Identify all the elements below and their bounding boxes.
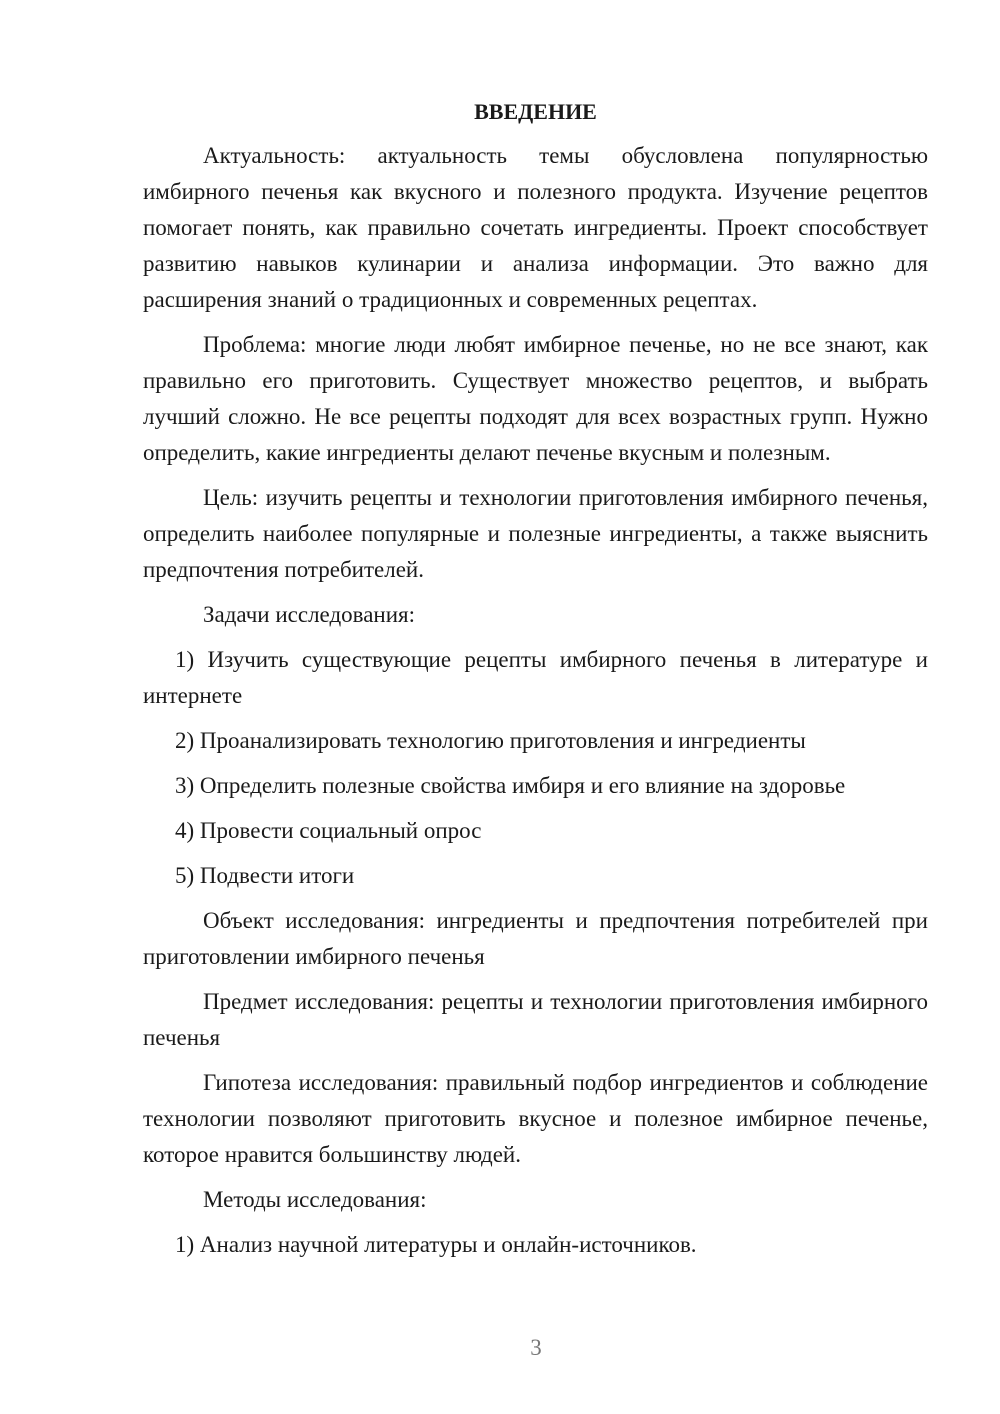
- object-paragraph: Объект исследования: ингредиенты и предпочтения потребителей при приготовлении имбирного печенья: [143, 908, 928, 969]
- task-item: 1) Изучить существующие рецепты имбирного печенья в литературе и интернете: [143, 647, 928, 708]
- methods-heading: Методы исследования:: [203, 1187, 427, 1212]
- method-item: 1) Анализ научной литературы и онлайн-источников.: [175, 1232, 697, 1257]
- task-item: 4) Провести социальный опрос: [175, 818, 482, 843]
- task-item: 2) Проанализировать технологию приготовления и ингредиенты: [175, 728, 806, 753]
- relevance-paragraph: Актуальность: актуальность темы обусловлена популярностью имбирного печенья как вкусного и полезного продукта. Изучение рецептов помогает понять, как правильно сочетать ингредиенты. Проект способствует развитию навыков кулинарии и анализа информации. Это важно для расширения знаний о традиционных и современных рецептах.: [143, 143, 928, 312]
- page-content: [143, 94, 928, 1272]
- page-title: ВВЕДЕНИЕ: [474, 99, 597, 124]
- task-item: 5) Подвести итоги: [175, 863, 355, 888]
- task-item: 3) Определить полезные свойства имбиря и его влияние на здоровье: [175, 773, 846, 798]
- problem-paragraph: Проблема: многие люди любят имбирное печенье, но не все знают, как правильно его приготовить. Существует множество рецептов, и выбрать лучший сложно. Не все рецепты подходят для всех возрастных групп. Нужно определить, какие ингредиенты делают печенье вкусным и полезным.: [143, 332, 928, 465]
- tasks-heading: Задачи исследования:: [203, 602, 416, 627]
- page-number: 3: [530, 1335, 542, 1360]
- goal-paragraph: Цель: изучить рецепты и технологии приготовления имбирного печенья, определить наиболее популярные и полезные ингредиенты, а также выяснить предпочтения потребителей.: [143, 485, 928, 582]
- subject-paragraph: Предмет исследования: рецепты и технологии приготовления имбирного печенья: [143, 989, 928, 1050]
- hypothesis-paragraph: Гипотеза исследования: правильный подбор ингредиентов и соблюдение технологии позволяют приготовить вкусное и полезное имбирное печенье, которое нравится большинству людей.: [143, 1070, 928, 1167]
